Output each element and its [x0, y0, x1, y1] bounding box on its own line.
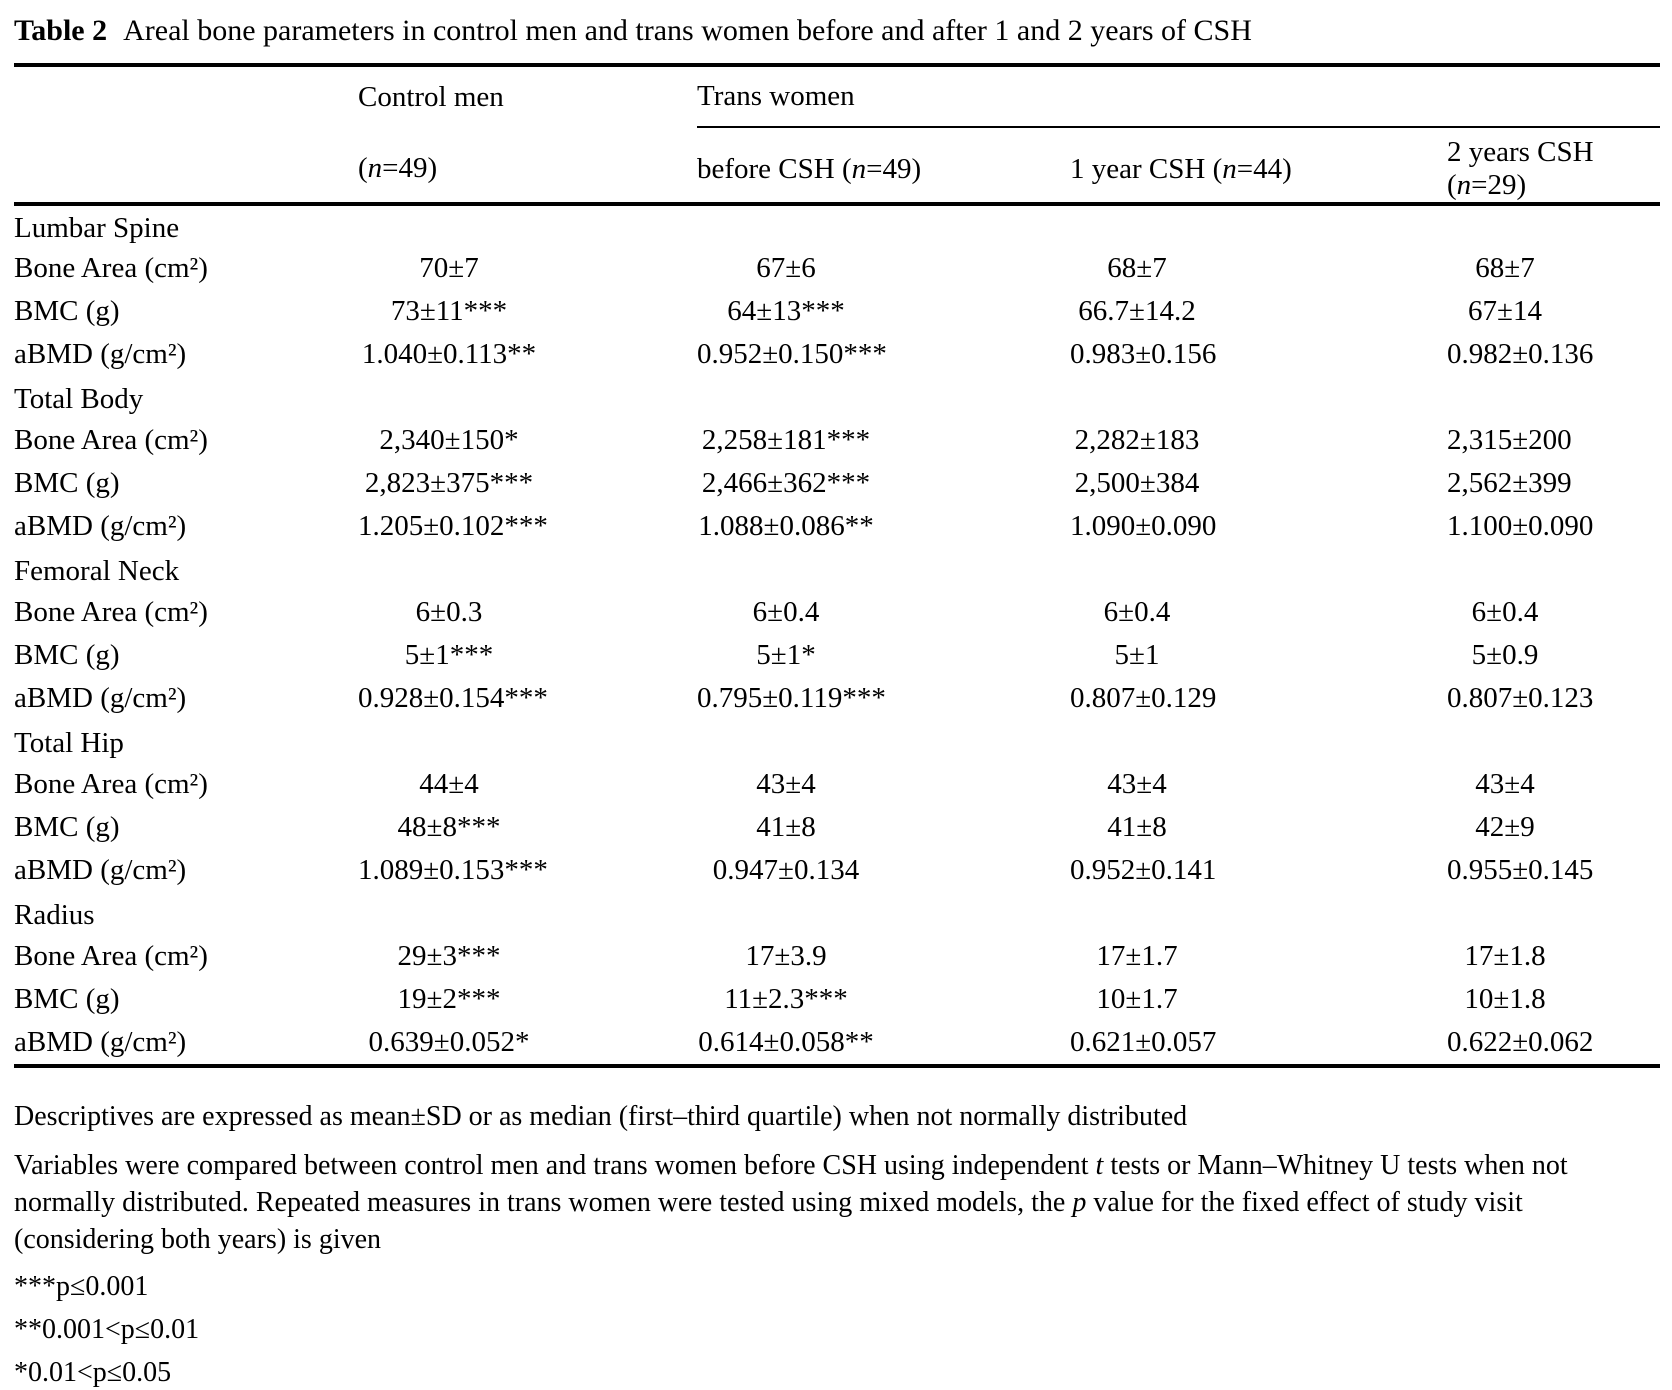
cell-value: 0.807±0.123 [1447, 682, 1594, 714]
value-cell [358, 1021, 697, 1064]
value-cell [1070, 634, 1447, 677]
row-label: aBMD (g/cm²) [14, 1026, 187, 1058]
row-label: aBMD (g/cm²) [14, 682, 187, 714]
data-row [14, 677, 1660, 720]
section-title: Femoral Neck [14, 555, 180, 587]
value-cell [1070, 333, 1447, 376]
cell-value: 66.7±14.2 [1078, 295, 1196, 327]
section-row [14, 204, 1660, 247]
value-cell [1447, 763, 1660, 806]
empty-header-cell [14, 67, 358, 127]
value-cell [697, 462, 1070, 505]
subheader-1-year-csh [1070, 127, 1447, 204]
data-row [14, 591, 1660, 634]
cell-value: 17±1.8 [1464, 940, 1546, 972]
table-header [14, 67, 1660, 204]
cell-value: 5±0.9 [1471, 639, 1539, 671]
cell-value: 1.089±0.153*** [358, 854, 548, 886]
n-symbol: n [851, 152, 867, 185]
table-caption [14, 10, 1660, 63]
subheader-text: 2 years CSH ( [1447, 136, 1594, 201]
value-cell [1070, 419, 1447, 462]
row-label: aBMD (g/cm²) [14, 854, 187, 886]
value-cell [1070, 247, 1447, 290]
subheader-text: =49) [866, 152, 922, 185]
value-cell [358, 290, 697, 333]
value-cell [697, 849, 1070, 892]
data-row [14, 462, 1660, 505]
value-cell [1447, 247, 1660, 290]
row-label: Bone Area (cm²) [14, 424, 208, 456]
row-label: BMC (g) [14, 467, 120, 499]
cell-value: 2,562±399 [1447, 467, 1572, 499]
cell-value: 73±11*** [390, 295, 508, 327]
cell-value: 17±1.7 [1096, 940, 1178, 972]
value-cell [358, 849, 697, 892]
n-symbol: n [367, 152, 383, 184]
value-cell [1447, 505, 1660, 548]
footnote-text: Variables were compared between control men and trans women before CSH using independent [14, 1150, 1096, 1181]
cell-value: 44±4 [419, 768, 479, 800]
value-cell [697, 505, 1070, 548]
value-cell [697, 978, 1070, 1021]
value-cell [358, 763, 697, 806]
cell-value: 2,258±181*** [701, 424, 871, 456]
group-header-row [14, 67, 1660, 127]
row-label: Bone Area (cm²) [14, 252, 208, 284]
value-cell [1447, 634, 1660, 677]
data-row [14, 763, 1660, 806]
value-cell [1447, 333, 1660, 376]
value-cell [1070, 1021, 1447, 1064]
cell-value: 1.205±0.102*** [358, 510, 548, 542]
cell-value: 0.928±0.154*** [358, 682, 548, 714]
cell-value: 2,315±200 [1447, 424, 1572, 456]
value-cell [358, 634, 697, 677]
row-label: Bone Area (cm²) [14, 768, 208, 800]
value-cell [697, 1021, 1070, 1064]
footnote-sig-p001: ***p≤0.001 [14, 1271, 149, 1302]
data-row [14, 1021, 1660, 1064]
cell-value: 2,500±384 [1074, 467, 1200, 499]
cell-value: 6±0.4 [752, 596, 820, 628]
data-row [14, 935, 1660, 978]
row-label: BMC (g) [14, 295, 120, 327]
value-cell [1070, 935, 1447, 978]
bottom-rule [14, 1064, 1660, 1068]
subheader-text: 1 year CSH ( [1070, 152, 1223, 185]
cell-value: 70±7 [419, 252, 479, 284]
value-cell [1447, 677, 1660, 720]
cell-value: 6±0.4 [1471, 596, 1539, 628]
footnote-sig-p01: **0.001<p≤0.01 [14, 1314, 200, 1345]
data-row [14, 634, 1660, 677]
value-cell [1447, 462, 1660, 505]
section-row [14, 892, 1660, 935]
header-trans-women: Trans women [697, 67, 1660, 127]
value-cell [358, 247, 697, 290]
value-cell [358, 978, 697, 1021]
value-cell [358, 935, 697, 978]
italic-term: t [1095, 1150, 1104, 1181]
cell-value: 19±2*** [397, 983, 501, 1015]
cell-value: 64±13*** [727, 295, 845, 327]
value-cell [1070, 290, 1447, 333]
value-cell [1070, 677, 1447, 720]
cell-value: 0.952±0.141 [1070, 854, 1217, 886]
table-number: Table 2 [14, 14, 108, 47]
value-cell [1447, 419, 1660, 462]
value-cell [358, 677, 697, 720]
subheader-before-csh [697, 127, 1070, 204]
cell-value: 6±0.4 [1103, 596, 1171, 628]
value-cell [697, 634, 1070, 677]
value-cell [358, 462, 697, 505]
value-cell [1447, 1021, 1660, 1064]
value-cell [697, 806, 1070, 849]
cell-value: 0.983±0.156 [1070, 338, 1217, 370]
data-row [14, 978, 1660, 1021]
value-cell [1070, 591, 1447, 634]
cell-value: 41±8 [756, 811, 816, 843]
subheader-row [14, 127, 1660, 204]
cell-value: 5±1 [1114, 639, 1160, 671]
row-label: BMC (g) [14, 811, 120, 843]
table-body [14, 204, 1660, 1064]
cell-value: 2,282±183 [1074, 424, 1200, 456]
value-cell [358, 419, 697, 462]
cell-value: 10±1.8 [1464, 983, 1546, 1015]
table-caption-text: Areal bone parameters in control men and trans women before and after 1 and 2 years of CSH [123, 14, 1252, 47]
section-row [14, 720, 1660, 763]
row-label: aBMD (g/cm²) [14, 338, 187, 370]
cell-value: 1.088±0.086** [698, 510, 874, 542]
subheader-text: =49) [382, 152, 438, 184]
header-control-men: Control men [358, 80, 504, 113]
cell-value: 0.614±0.058** [698, 1026, 874, 1058]
value-cell [697, 763, 1070, 806]
cell-value: 2,466±362*** [701, 467, 871, 499]
section-title: Radius [14, 899, 95, 931]
section-title: Total Hip [14, 727, 124, 759]
section-row [14, 376, 1660, 419]
cell-value: 68±7 [1107, 252, 1167, 284]
value-cell [358, 505, 697, 548]
cell-value: 0.622±0.062 [1447, 1026, 1594, 1058]
footnote-descriptives: Descriptives are expressed as mean±SD or as median (first–third quartile) when not normally distributed [14, 1101, 1188, 1132]
cell-value: 43±4 [1107, 768, 1167, 800]
n-symbol: n [1222, 152, 1237, 185]
cell-value: 11±2.3*** [724, 983, 848, 1015]
cell-value: 2,340±150* [379, 424, 519, 456]
cell-value: 1.100±0.090 [1447, 510, 1594, 542]
row-label: BMC (g) [14, 639, 120, 671]
cell-value: 0.807±0.129 [1070, 682, 1217, 714]
footnote-text: tests or Mann–Whitney U tests when not normally distributed. Repeated measures in trans women were tested using mixed models, the [14, 1150, 1568, 1218]
value-cell [1447, 849, 1660, 892]
cell-value: 0.955±0.145 [1447, 854, 1594, 886]
value-cell [1070, 505, 1447, 548]
value-cell [1447, 290, 1660, 333]
cell-value: 1.090±0.090 [1070, 510, 1217, 542]
cell-value: 67±14 [1468, 295, 1542, 327]
table-footnotes [14, 1098, 1660, 1390]
value-cell [1447, 978, 1660, 1021]
cell-value: 17±3.9 [745, 940, 827, 972]
data-row [14, 290, 1660, 333]
cell-value: 5±1* [756, 639, 816, 671]
subheader-text: =29) [1471, 169, 1527, 201]
value-cell [358, 591, 697, 634]
row-label: Bone Area (cm²) [14, 940, 208, 972]
value-cell [697, 247, 1070, 290]
value-cell [697, 677, 1070, 720]
italic-term: p [1072, 1187, 1087, 1218]
row-label: BMC (g) [14, 983, 120, 1015]
footnote-sig-p05: *0.01<p≤0.05 [14, 1357, 172, 1388]
cell-value: 1.040±0.113** [361, 338, 537, 370]
value-cell [358, 333, 697, 376]
footnote-methods [14, 1147, 1660, 1258]
cell-value: 29±3*** [397, 940, 501, 972]
subheader-2-years-csh [1447, 127, 1660, 204]
cell-value: 48±8*** [397, 811, 501, 843]
cell-value: 0.621±0.057 [1070, 1026, 1217, 1058]
subheader-text: ( [358, 152, 368, 184]
cell-value: 42±9 [1475, 811, 1535, 843]
cell-value: 0.795±0.119*** [697, 682, 886, 714]
value-cell [697, 419, 1070, 462]
value-cell [358, 806, 697, 849]
data-row [14, 333, 1660, 376]
row-label: Bone Area (cm²) [14, 596, 208, 628]
section-title: Lumbar Spine [14, 212, 180, 244]
cell-value: 0.639±0.052* [368, 1026, 530, 1058]
data-row [14, 247, 1660, 290]
value-cell [697, 333, 1070, 376]
cell-value: 10±1.7 [1096, 983, 1178, 1015]
value-cell [1447, 591, 1660, 634]
cell-value: 2,823±375*** [364, 467, 534, 499]
data-row [14, 505, 1660, 548]
areal-bone-parameters-table [14, 67, 1660, 1064]
data-row [14, 849, 1660, 892]
footnote-text: value for the fixed effect of study visit (considering both years) is given [14, 1187, 1523, 1255]
empty-subheader-cell [14, 127, 358, 204]
data-row [14, 419, 1660, 462]
cell-value: 43±4 [1475, 768, 1535, 800]
cell-value: 6±0.3 [415, 596, 483, 628]
cell-value: 0.982±0.136 [1447, 338, 1594, 370]
value-cell [1070, 849, 1447, 892]
data-row [14, 806, 1660, 849]
cell-value: 41±8 [1107, 811, 1167, 843]
section-row [14, 548, 1660, 591]
cell-value: 5±1*** [404, 639, 494, 671]
value-cell [697, 591, 1070, 634]
cell-value: 0.952±0.150*** [697, 338, 887, 370]
cell-value: 43±4 [756, 768, 816, 800]
cell-value: 0.947±0.134 [712, 854, 860, 886]
value-cell [697, 290, 1070, 333]
cell-value: 67±6 [756, 252, 816, 284]
subheader-text: before CSH ( [697, 152, 852, 185]
cell-value: 68±7 [1475, 252, 1535, 284]
value-cell [1447, 935, 1660, 978]
row-label: aBMD (g/cm²) [14, 510, 187, 542]
value-cell [1070, 806, 1447, 849]
value-cell [697, 935, 1070, 978]
section-title: Total Body [14, 383, 144, 415]
subheader-text: =44) [1236, 152, 1292, 185]
value-cell [1447, 806, 1660, 849]
value-cell [1070, 462, 1447, 505]
n-symbol: n [1456, 169, 1472, 201]
subheader-control-n [358, 127, 697, 204]
value-cell [1070, 978, 1447, 1021]
value-cell [1070, 763, 1447, 806]
